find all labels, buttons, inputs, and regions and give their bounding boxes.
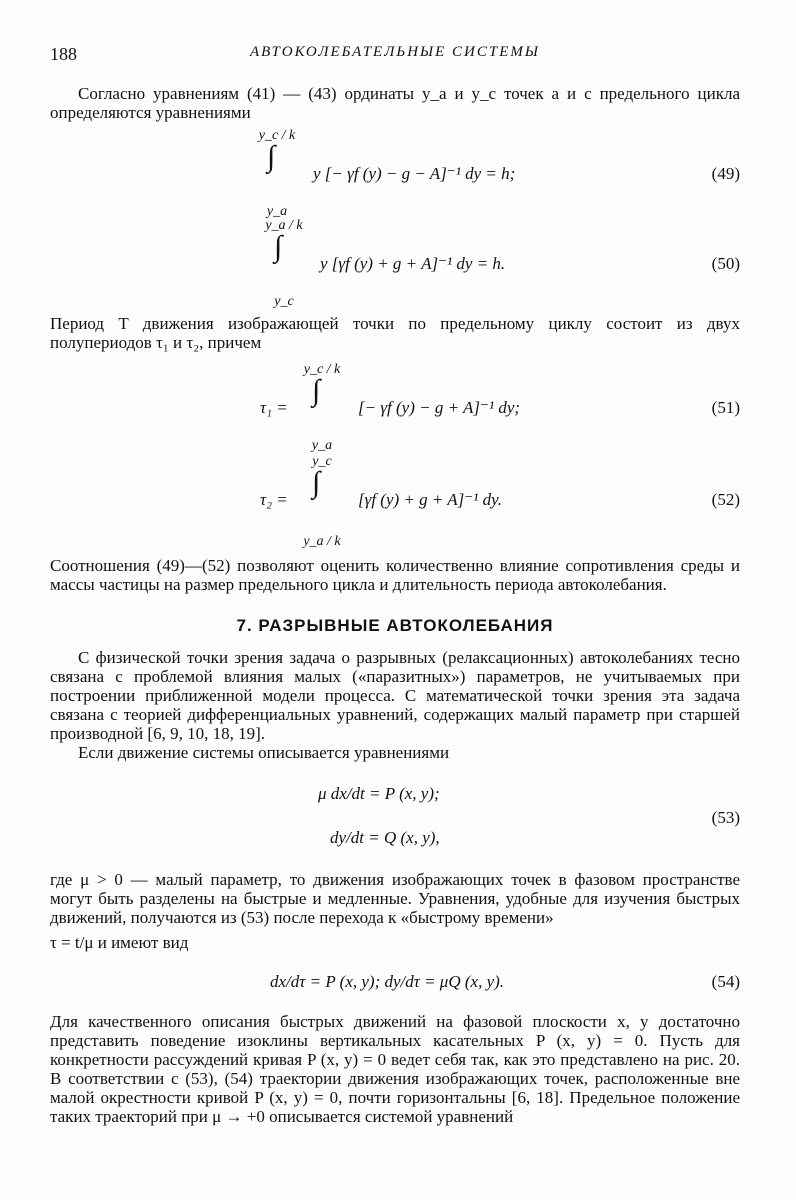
- equation-body: y [− γf (y) − g − A]⁻¹ dy = h;: [313, 164, 516, 183]
- integral-sign: y_c / k ∫ y_a: [255, 130, 305, 216]
- equation-body: [− γf (y) − g + A]⁻¹ dy;: [358, 398, 521, 417]
- upper-limit: y_a / k: [265, 218, 303, 233]
- equation-lhs: τ₁ =: [260, 398, 288, 417]
- section-paragraph-1: С физической точки зрения задача о разрывных (релаксационных) автоколебаниях тесно связана с проблемой влияния малых («паразитных») параметров, не учитываемых при построении приближенной модели процесса. С математической точки зрения эта задача связана с теорией дифференциальных уравнений, содержащих малый параметр при старшей производной [6, 9, 10, 18, 19].: [50, 648, 740, 743]
- equation-lhs: τ₂ =: [260, 490, 288, 509]
- section-title: 7. РАЗРЫВНЫЕ АВТОКОЛЕБАНИЯ: [236, 616, 554, 635]
- integral-sign: y_c ∫ y_a / k: [300, 456, 350, 546]
- upper-limit: y_c / k: [303, 362, 341, 377]
- integral-sign: y_c / k ∫ y_a: [300, 364, 350, 450]
- equation-number: (50): [711, 254, 740, 273]
- upper-limit: y_c / k: [258, 128, 296, 143]
- lower-limit: y_c: [274, 294, 294, 309]
- page-number: 188: [50, 44, 77, 64]
- section-paragraph-3: где μ > 0 — малый параметр, то движения изображающих точек в фазовом пространстве могут быть разделены на быстрые и медленные. Уравнения, удобные для изучения быстрых движений, получаются из (53) после перехода к «быстрому времени»: [50, 870, 740, 927]
- equation-body: [γf (y) + g + A]⁻¹ dy.: [358, 490, 502, 509]
- running-title: АВТОКОЛЕБАТЕЛЬНЫЕ СИСТЕМЫ: [250, 44, 540, 60]
- equation-50: [50, 216, 740, 308]
- integral-sign: y_a / k ∫ y_c: [262, 220, 312, 306]
- intro-paragraph: Согласно уравнениям (41) — (43) ординаты y_a и y_c точек a и c предельного цикла определяются уравнениями: [50, 84, 740, 122]
- lower-limit: y_a: [266, 204, 288, 219]
- relations-paragraph: Соотношения (49)—(52) позволяют оценить количественно влияние сопротивления среды и массы частицы на размер предельного цикла и длительность периода автоколебания.: [50, 556, 740, 594]
- period-paragraph: Период T движения изображающей точки по предельному циклу состоит из двух полупериодов τ₁ и τ₂, причем: [50, 314, 740, 352]
- equation-line-2: dy/dt = Q (x, y),: [330, 828, 440, 847]
- upper-limit: y_c: [312, 454, 332, 469]
- section-paragraph-2: Если движение системы описывается уравнениями: [78, 743, 450, 762]
- equation-number: (52): [711, 490, 740, 509]
- equation-body: y [γf (y) + g + A]⁻¹ dy = h.: [320, 254, 506, 273]
- section-paragraph-4: Для качественного описания быстрых движений на фазовой плоскости x, y достаточно представить поведение изоклины вертикальных касательных P (x, y) = 0. Пусть для конкретности рассуждений кривая P (x, y) = 0 ведет себя так, как это представлено на рис. 20. В соответствии с (53), (54) траектории движения изображающих точек, расположенные вне малой окрестности кривой P (x, y) = 0, почти горизонтальны [6, 18]. Предельное положение таких траекторий при μ → +0 описывается системой уравнений: [50, 1012, 740, 1126]
- equation-51: [50, 360, 740, 452]
- equation-body: dx/dτ = P (x, y); dy/dτ = μQ (x, y).: [270, 972, 505, 991]
- equation-line-1: μ dx/dt = P (x, y);: [318, 784, 440, 803]
- equation-52: [50, 452, 740, 552]
- equation-number: (51): [711, 398, 740, 417]
- page: [50, 40, 740, 1126]
- equation-53: [50, 770, 740, 866]
- equation-number: (54): [711, 972, 740, 991]
- lower-limit: y_a / k: [303, 534, 341, 549]
- lower-limit: y_a: [311, 438, 333, 453]
- equation-number: (53): [711, 808, 740, 827]
- equation-number: (49): [711, 164, 740, 183]
- tau-definition: τ = t/μ и имеют вид: [50, 933, 189, 952]
- equation-49: [50, 126, 740, 219]
- page-header: [50, 40, 740, 74]
- equation-54: [50, 958, 740, 1008]
